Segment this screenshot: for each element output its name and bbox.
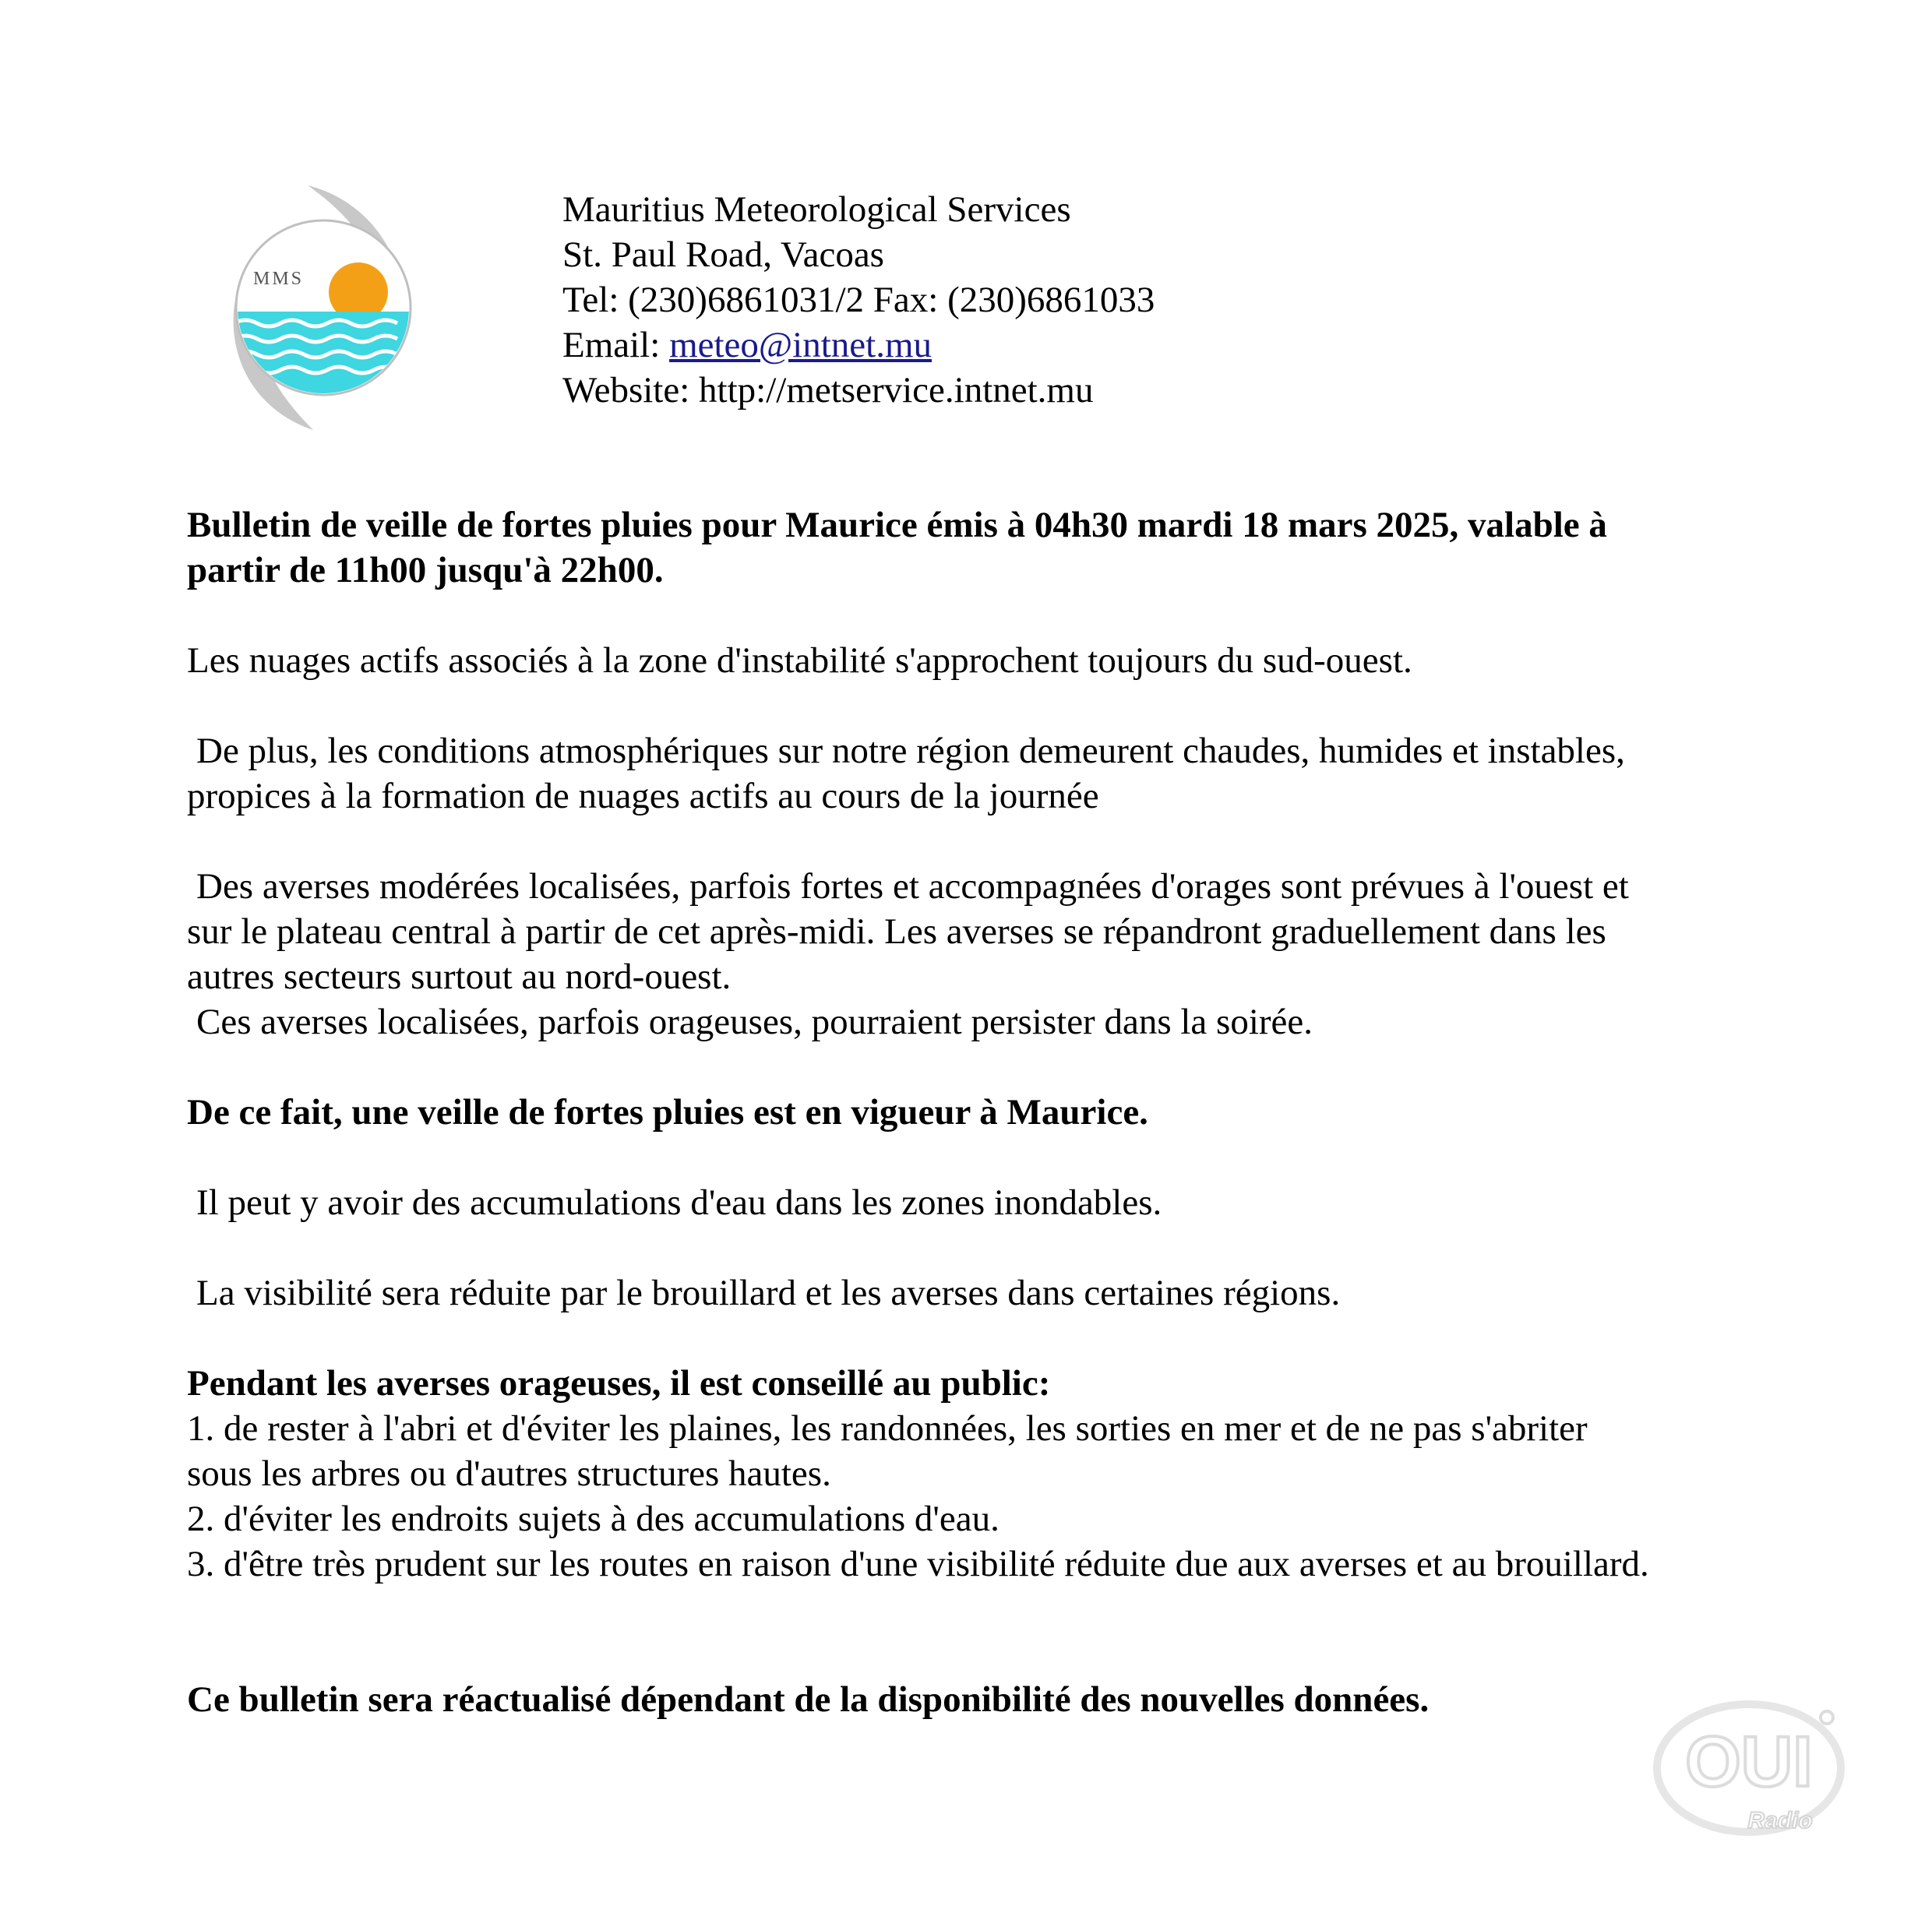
paragraph-3-line-4: Ces averses localisées, parfois orageuses, pourraient persister dans la soirée. [196,1002,1313,1042]
bulletin-title-line-2: partir de 11h00 jusqu'à 22h00. [187,550,664,590]
email-row [562,322,1155,368]
advice-heading: Pendant les averses orageuses, il est conseillé au public: [187,1363,1051,1404]
advice-item-1-line-2: sous les arbres ou d'autres structures hautes. [187,1453,831,1494]
watermark-sub-text: Radio [1747,1808,1813,1834]
bulletin-title-line-1: Bulletin de veille de fortes pluies pour Maurice émis à 04h30 mardi 18 mars 2025, valable à [187,505,1607,545]
paragraph-3-line-3: autres secteurs surtout au nord-ouest. [187,956,732,997]
paragraph-4: Il peut y avoir des accumulations d'eau dans les zones inondables. [196,1182,1162,1223]
watermark-main-text: OUI [1685,1722,1813,1802]
contact-header [562,187,1155,413]
phone-fax: Tel: (230)6861031/2 Fax: (230)6861033 [562,280,1155,320]
website: Website: http://metservice.intnet.mu [562,370,1094,410]
advice-item-1-line-1: 1. de rester à l'abri et d'éviter les plaines, les randonnées, les sorties en mer et de ne pas s'abriter [187,1408,1588,1449]
email-label: Email: [562,325,670,365]
paragraph-2-line-1: De plus, les conditions atmosphériques sur notre région demeurent chaudes, humides et instables, [196,731,1625,771]
address: St. Paul Road, Vacoas [562,234,884,275]
warning-statement: De ce fait, une veille de fortes pluies est en vigueur à Maurice. [187,1092,1148,1133]
paragraph-5: La visibilité sera réduite par le brouillard et les averses dans certaines régions. [196,1273,1341,1313]
org-name: Mauritius Meteorological Services [562,189,1071,230]
advice-item-2: 2. d'éviter les endroits sujets à des accumulations d'eau. [187,1499,999,1539]
paragraph-1: Les nuages actifs associés à la zone d'instabilité s'approchent toujours du sud-ouest. [187,640,1412,681]
bulletin-body [187,502,1792,1722]
email-link[interactable]: meteo@intnet.mu [669,325,933,365]
advice-item-3: 3. d'être très prudent sur les routes en raison d'une visibilité réduite due aux averses et au brouillard. [187,1544,1649,1584]
paragraph-3-line-1: Des averses modérées localisées, parfois fortes et accompagnées d'orages sont prévues à l'ouest et [196,866,1629,907]
footer-note: Ce bulletin sera réactualisé dépendant de la disponibilité des nouvelles données. [187,1679,1430,1720]
paragraph-2-line-2: propices à la formation de nuages actifs au cours de la journée [187,776,1099,816]
logo-text: MMS [253,269,305,289]
paragraph-3-line-2: sur le plateau central à partir de cet après-midi. Les averses se répandront graduellement dans les [187,911,1606,952]
oui-radio-watermark-icon [1652,1694,1854,1842]
mms-logo-icon [226,179,421,436]
